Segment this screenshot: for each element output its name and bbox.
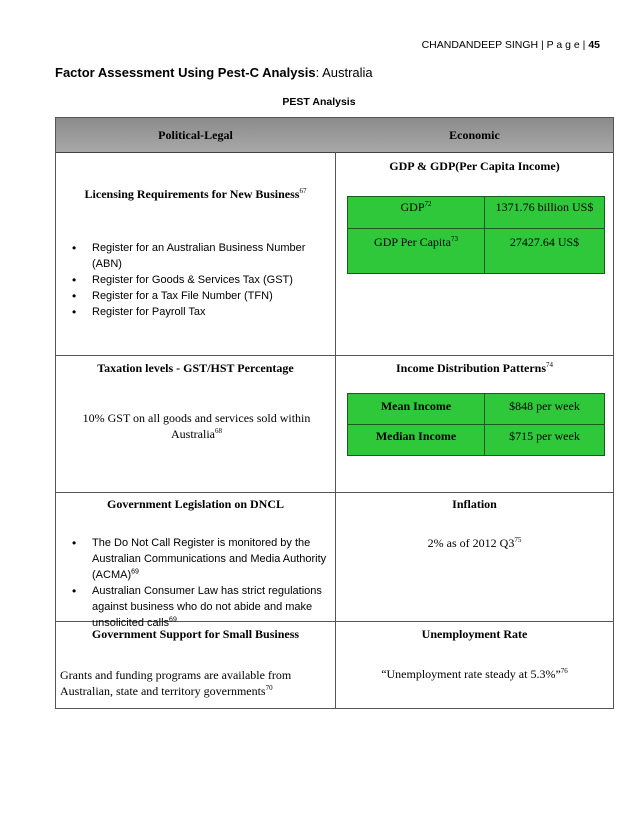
gdp-per-capita-value: 27427.64 US$ xyxy=(485,229,605,274)
footnote-ref: 70 xyxy=(265,684,273,692)
footnote-ref: 69 xyxy=(131,568,139,576)
gdp-title: GDP & GDP(Per Capita Income) xyxy=(389,159,560,173)
gdp-table xyxy=(347,196,605,274)
footnote-ref: 75 xyxy=(514,536,522,544)
small-business-text-block xyxy=(60,667,310,699)
footnote-ref: 67 xyxy=(299,187,307,195)
inflation-title: Inflation xyxy=(452,497,497,511)
column-divider xyxy=(335,152,336,708)
document-title xyxy=(55,65,373,80)
taxation-text: 10% GST on all goods and services sold within Australia xyxy=(82,411,311,441)
footnote-ref: 74 xyxy=(546,361,553,369)
author-name: CHANDANDEEP SINGH xyxy=(421,39,539,51)
footnote-ref: 76 xyxy=(560,667,568,675)
licensing-list xyxy=(62,240,332,320)
median-income-value: $715 per week xyxy=(485,425,605,456)
gdp-label: GDP xyxy=(400,200,425,214)
gdp-label-cell xyxy=(348,197,485,229)
footnote-ref: 68 xyxy=(215,427,222,435)
list-item xyxy=(62,535,332,583)
page-label: | P a g e | xyxy=(541,39,586,51)
taxation-text-block xyxy=(74,410,319,442)
title-country: : Australia xyxy=(315,65,373,80)
taxation-title: Taxation levels - GST/HST Percentage xyxy=(97,361,294,375)
page-number: 45 xyxy=(588,39,600,51)
footnote-ref: 72 xyxy=(424,200,432,208)
list-item: • Register for Payroll Tax xyxy=(62,304,332,320)
list-item-text: The Do Not Call Register is monitored by the Australian Communications and Media Authority (ACMA) xyxy=(92,537,327,581)
inflation-text-block xyxy=(336,536,613,551)
title-bold: Factor Assessment Using Pest-C Analysis xyxy=(55,65,316,80)
gdp-per-capita-label: GDP Per Capita xyxy=(374,235,451,249)
list-item: • Register for Goods & Services Tax (GST) xyxy=(62,272,332,288)
unemployment-title: Unemployment Rate xyxy=(421,627,528,641)
gdp-per-capita-label-cell xyxy=(348,229,485,274)
col-header-political-legal: Political-Legal xyxy=(158,128,233,142)
dncl-list xyxy=(62,535,332,631)
table-header-row xyxy=(56,118,613,153)
row-divider xyxy=(56,355,613,356)
page-header xyxy=(422,39,600,51)
footnote-ref: 73 xyxy=(450,235,458,243)
income-title-text: Income Distribution Patterns xyxy=(396,361,546,375)
gdp-value: 1371.76 billion US$ xyxy=(485,197,605,229)
licensing-title xyxy=(56,187,335,202)
list-item-text: Australian Consumer Law has strict regulations against business who do not abide and make unsolicited calls xyxy=(92,585,322,629)
income-title xyxy=(336,361,613,376)
footnote-ref: 69 xyxy=(169,616,177,624)
small-business-text: Grants and funding programs are available from Australian, state and territory governments xyxy=(60,668,292,698)
list-item: • Register for an Australian Business Number (ABN) xyxy=(62,240,332,272)
list-item xyxy=(62,583,332,631)
row-divider xyxy=(56,492,613,493)
dncl-title: Government Legislation on DNCL xyxy=(107,497,284,511)
pest-table xyxy=(55,117,614,709)
small-business-title: Government Support for Small Business xyxy=(91,627,300,641)
mean-income-label: Mean Income xyxy=(348,394,485,425)
unemployment-text: “Unemployment rate steady at 5.3%” xyxy=(381,667,561,681)
income-table xyxy=(347,393,605,456)
col-header-economic: Economic xyxy=(449,128,500,142)
median-income-label: Median Income xyxy=(348,425,485,456)
inflation-text: 2% as of 2012 Q3 xyxy=(427,536,515,550)
unemployment-text-block xyxy=(336,667,613,682)
list-item: • Register for a Tax File Number (TFN) xyxy=(62,288,332,304)
licensing-title-text: Licensing Requirements for New Business xyxy=(84,187,300,201)
mean-income-value: $848 per week xyxy=(485,394,605,425)
section-subtitle: PEST Analysis xyxy=(282,96,356,108)
